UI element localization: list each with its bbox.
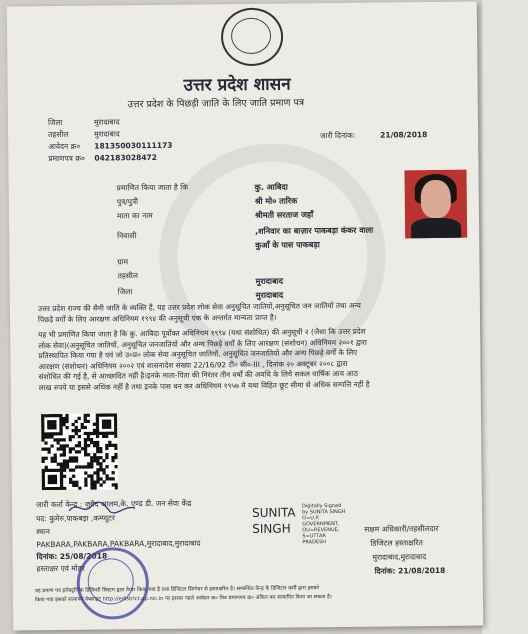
mother-name: श्रीमती सरताज जहाँ (254, 210, 314, 220)
tehsil-label: तहसील (48, 129, 69, 140)
round-seal-stamp (76, 547, 149, 620)
text-line: यह भी प्रमाणित किया जाता है कि कु. आबिदा पूर्वोक्त अधिनियम १९९४ (यथा संशोधित) की अनुसूची २ (जैसा कि उत्तर प्रदेश (38, 326, 366, 340)
applicant-photo (404, 170, 467, 239)
text-line: आरक्षण (संशोधन) अधिनियम २००२ एवं शासनादेश संख्या 22/16/92 टी० सी०-III , दिनांक २० अक्टूबर २००८ द्वारा (38, 358, 348, 371)
officer-date: दिनांक: 21/08/2018 (374, 565, 446, 576)
digital-sig-line: by SUNITA SINGH (302, 508, 346, 516)
certificate-document (7, 2, 484, 631)
issuer-line: जारी कर्ता केन्द्र : जुबैद आलम,के. एण्ड डी. जन सेवा केंद्र (35, 498, 192, 510)
text-line: पिछड़े वर्गों के लिए आरक्षण अधिनियम १९९४ की अनुसूची एक के अन्तर्गत मान्यता प्राप्त है। (37, 312, 277, 324)
signer-name-2: SINGH (252, 521, 291, 536)
text-line: संशोधित की गई है, से आच्छादित नहीं है।इनके माता-पिता की निरंतर तीन वर्षों की अवधि के लिये सकल वार्षिक आय आठ (38, 368, 358, 382)
digital-sig-line: S=UTTAR (302, 533, 326, 540)
tehsil-label-2: तहसील (117, 271, 138, 281)
page-edge (482, 0, 528, 634)
district-label-2: जिला (117, 287, 133, 297)
text-line: उत्तर प्रदेश राज्य की सैनी जाति के व्यक्ति हैं, यह उत्तर प्रदेश लोक सेवा अनुसूचित जातियों,अनुसूचित जन जातियों तथा अन्य (37, 300, 361, 314)
resident-label: निवासी (117, 231, 137, 241)
place-line: स्थान (36, 527, 50, 537)
digital-sig-line: PRADESH (302, 539, 327, 546)
address-line-1: ,शनिवार का बाज़ार पाकबड़ा कंकर वाला (255, 225, 374, 236)
state-emblem-icon (221, 8, 284, 67)
officer-title: सक्षम अधिकारी/तहसीलदार (364, 523, 439, 534)
father-name: श्री मो० तारिक (254, 196, 298, 206)
sign-line: हस्ताक्षर एवं मोहर (36, 563, 85, 574)
district-value: मुरादाबाद (93, 117, 120, 127)
certificate-label: प्रमाणपत्र क्र० (48, 153, 85, 164)
relation-label: पुत्र/पुत्री (116, 197, 139, 207)
certify-label: प्रमाणित किया जाता है कि (116, 182, 188, 193)
digital-sig-line: O=U.P. (302, 515, 320, 522)
address-line-2: कुआँ के पास पाकबड़ा (255, 240, 320, 250)
document-title: उत्तर प्रदेश शासन (183, 74, 291, 96)
digital-sig-line: OU=REVENUE, (302, 527, 340, 534)
paragraph-2 (38, 326, 479, 394)
issue-date: 21/08/2018 (380, 130, 428, 140)
document-subtitle: उत्तर प्रदेश के पिछड़ी जाति के लिए जाति प्रमाण पत्र (127, 97, 305, 111)
village-label: ग्राम (117, 257, 129, 267)
footer-date: दिनांक: 25/08/2018 (36, 551, 108, 562)
mother-label: माता का नाम (116, 210, 153, 221)
digital-sig-line: GOVERNMENT, (302, 521, 340, 528)
qr-code (41, 413, 118, 490)
paragraph-1 (38, 300, 478, 326)
signer-name-1: SUNITA (251, 505, 296, 520)
text-line: लोक सेवा)(अनुसूचित जातियों, अनुसूचित जनजातियों और अन्य पिछड़े वर्गों के लिए आरक्षण (संशोधन) अधिनियम २००१ द्वारा (38, 337, 367, 350)
officer-digital: डिजिटल हस्ताक्षरित (370, 538, 423, 548)
district-label: जिला (47, 117, 63, 128)
post-line: पद: कुमेरु,पाकबड़ा ,कम्प्यूटर (36, 513, 115, 524)
text-line: लाख रुपये या इससे अधिक नहीं है तथा इनके पास धन कर अधिनियम १९५७ मे यथा विहित छूट सीमा से अधिक सम्पत्ति नहीं है (38, 379, 370, 392)
digital-signature-block (302, 503, 346, 545)
application-label: आवेदन क्र० (48, 141, 81, 152)
footer-note-1: यह प्रमाण पत्र इलेक्ट्रॉनिक डिलिवरी सिस्टम द्वारा तैयार किया गया है तथा डिजिटल सिग्नेचर से हस्ताक्षरित है। सम्बन्धित केन्द्र के डिजिटल कर्मी द्वारा इसको (34, 585, 319, 595)
officer-location: मुरादाबाद,मुरादाबाद (372, 552, 427, 562)
address-line: PAKBARA,PAKBARA,PAKBARA,मुरादाबाद,मुरादाबाद (36, 538, 201, 550)
tehsil-value: मुरादाबाद (94, 129, 120, 139)
text-line: प्रतिस्थापित किया गया है एवं जो उ०प्र० लोक सेवा अनुसूचित जातियों, अनुसूचित जनजातियों और अन्य पिछड़े वर्गों के लिए (38, 347, 358, 361)
certificate-number: 042183028472 (94, 152, 158, 163)
person-name: कु. आबिदा (254, 182, 288, 192)
digital-sig-line: Digitally Signed (301, 503, 342, 510)
person-tehsil: मुरादाबाद (255, 276, 284, 286)
issue-date-label: जारी दिनांक: (320, 130, 356, 141)
person-district: मुरादाबाद (255, 290, 284, 300)
application-number: 181350030111173 (94, 140, 173, 151)
footer-note-2: किया गया इसको सत्यापन वेबसाइट http://edistrict.up.nic.in पर इसका पहले आवेदन क्र० फिर प्रमाणपत्र क्र० अंकित कर सत्यापित किया जा सकता है। (34, 594, 332, 604)
